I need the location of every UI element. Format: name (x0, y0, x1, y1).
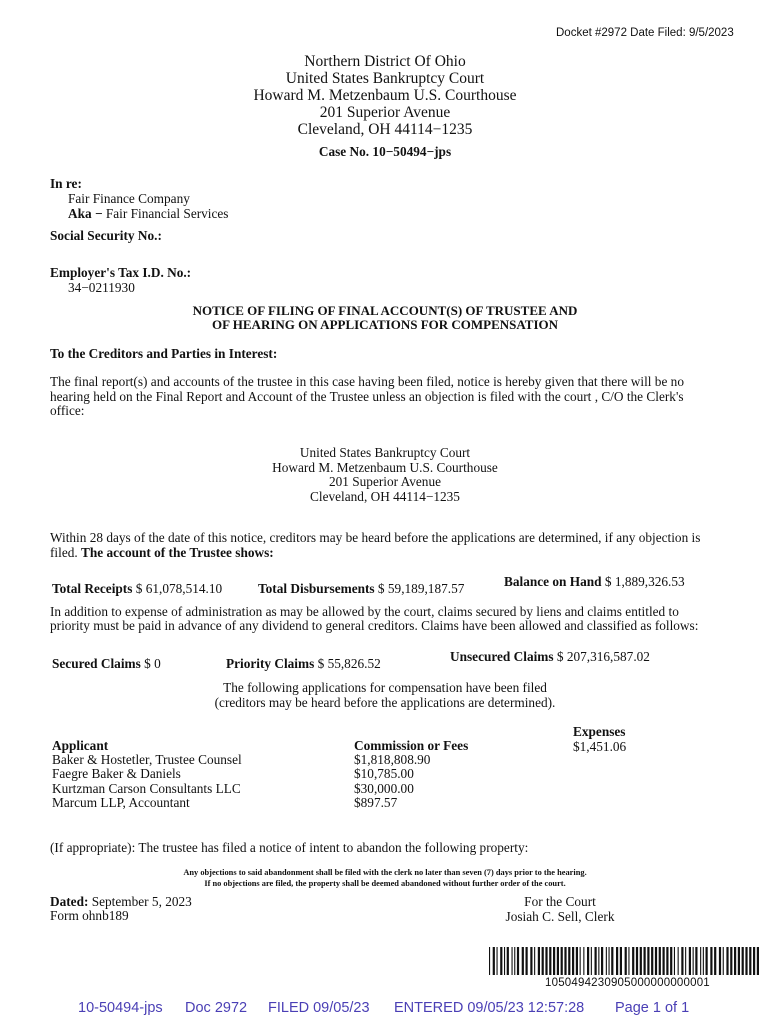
notice-title-line1: NOTICE OF FILING OF FINAL ACCOUNT(S) OF TRUSTEE AND (192, 303, 578, 318)
table-row-applicant: Kurtzman Carson Consultants LLC (52, 781, 241, 796)
barcode-bar (710, 947, 712, 975)
secured-claims (52, 657, 161, 672)
barcode-bar (663, 947, 665, 975)
hearing-paragraph (50, 531, 720, 560)
barcode-bar (636, 947, 638, 975)
barcode-bar (595, 947, 597, 975)
courthouse-name: Howard M. Metzenbaum U.S. Courthouse (253, 87, 517, 104)
barcode-bar (703, 947, 704, 975)
barcode-bar (670, 947, 672, 975)
priority-claims-label: Priority Claims (226, 656, 315, 671)
unsecured-claims-value: $ 207,316,587.02 (553, 649, 650, 664)
barcode-bar (611, 947, 613, 975)
barcode-bar (583, 947, 584, 975)
total-receipts-label: Total Receipts (52, 581, 133, 596)
barcode-bar (587, 947, 589, 975)
total-receipts (52, 582, 222, 597)
footer-entered: ENTERED 09/05/23 12:57:28 (394, 1000, 585, 1016)
barcode-bar (497, 947, 498, 975)
barcode-bar (606, 947, 607, 975)
table-row-applicant: Marcum LLP, Accountant (52, 795, 190, 810)
clerk-address (0, 446, 770, 504)
footer-case: 10-50494-jps (78, 1000, 163, 1016)
signature-block (500, 895, 620, 924)
barcode-bar (580, 947, 581, 975)
unsecured-claims (450, 650, 650, 665)
signature-line1: For the Court (524, 894, 596, 909)
docket-stamp: Docket #2972 Date Filed: 9/5/2023 (556, 27, 734, 39)
balance-value: $ 1,889,326.53 (601, 574, 685, 589)
unsecured-claims-label: Unsecured Claims (450, 649, 554, 664)
barcode-bar (757, 947, 759, 975)
barcode-bar (628, 947, 629, 975)
footer-page: Page 1 of 1 (615, 1000, 690, 1016)
barcode-bar (564, 947, 566, 975)
court-city: Cleveland, OH 44114−1235 (297, 121, 473, 138)
barcode-bar (681, 947, 683, 975)
applicant-header: Applicant (52, 738, 109, 753)
expenses-header: Expenses (573, 724, 626, 739)
table-row-applicant: Faegre Baker & Daniels (52, 766, 181, 781)
clerk-court: United States Bankruptcy Court (299, 445, 471, 460)
abandon-note-line1: Any objections to said abandonment shall be filed with the clerk no later than seven (7) days prior to the hearing. (183, 868, 587, 877)
barcode-bar (753, 947, 755, 975)
table-row-fees: $897.57 (354, 795, 398, 810)
applications-intro (0, 680, 770, 710)
barcode-bar (561, 947, 563, 975)
barcode-bar (616, 947, 618, 975)
barcode-bar (489, 947, 490, 975)
abandon-note-line2: If no objections are filed, the property shall be deemed abandoned without further order of the court. (204, 879, 566, 888)
total-disbursements-label: Total Disbursements (258, 581, 375, 596)
abandon-note (0, 867, 770, 889)
applications-intro-line2: (creditors may be heard before the applications are determined). (214, 695, 556, 710)
dated-value: September 5, 2023 (88, 894, 192, 909)
dated-label: Dated: (50, 894, 89, 909)
form-number: Form ohnb189 (50, 908, 129, 923)
notice-title-line2: OF HEARING ON APPLICATIONS FOR COMPENSATION (211, 317, 559, 332)
barcode-bar (553, 947, 555, 975)
barcode-bar (659, 947, 661, 975)
secured-claims-value: $ 0 (140, 656, 161, 671)
footer-filed: FILED 09/05/23 (268, 1000, 370, 1016)
footer-doc: Doc 2972 (185, 1000, 248, 1016)
clerk-city: Cleveland, OH 44114−1235 (310, 488, 460, 504)
barcode-bar (647, 947, 649, 975)
barcode-bar (723, 947, 724, 975)
barcode-bar (609, 947, 610, 975)
hearing-text: Within 28 days of the date of this notice, creditors may be heard before the applications are determined, if any objection is filed. (50, 530, 701, 560)
barcode-bar (572, 947, 574, 975)
barcode-bar (749, 947, 751, 975)
barcode-bar (601, 947, 603, 975)
barcode-bar (598, 947, 599, 975)
balance-on-hand (504, 575, 685, 590)
barcode-bar (500, 947, 502, 975)
notice-title (0, 304, 770, 332)
claims-paragraph: In addition to expense of administration as may be allowed by the court, claims secured by liens and claims entitled to priority must be paid in advance of any dividend to general creditors. Claims have been allowed and classified as follows: (50, 604, 699, 633)
case-number: Case No. 10−50494−jps (318, 144, 452, 159)
court-header (0, 53, 770, 138)
balance-label: Balance on Hand (504, 574, 602, 589)
table-row-applicant: Baker & Hostetler, Trustee Counsel (52, 752, 242, 767)
barcode-bar (689, 947, 691, 975)
barcode-bar (620, 947, 622, 975)
court-street: 201 Superior Avenue (319, 104, 451, 121)
salutation: To the Creditors and Parties in Interest: (50, 346, 278, 361)
aka-name: Fair Financial Services (102, 206, 229, 221)
barcode-bar (538, 947, 540, 975)
barcode-bar (493, 947, 495, 975)
barcode-bar (695, 947, 697, 975)
barcode-bar (568, 947, 570, 975)
barcode-bar (651, 947, 653, 975)
barcode-bar (557, 947, 559, 975)
barcode-bar (655, 947, 657, 975)
trustee-account-label: The account of the Trustee shows: (81, 544, 274, 560)
barcode-bar (512, 947, 513, 975)
barcode-bar (644, 947, 646, 975)
barcode-bar (542, 947, 544, 975)
barcode-bar (693, 947, 694, 975)
barcode-image (489, 947, 759, 975)
barcode-bar (534, 947, 535, 975)
secured-claims-label: Secured Claims (52, 656, 141, 671)
table-row-expenses: $1,451.06 (573, 739, 627, 754)
barcode-bar (674, 947, 675, 975)
barcode-bar (530, 947, 532, 975)
district-name: Northern District Of Ohio (304, 53, 466, 70)
barcode-bar (504, 947, 505, 975)
debtor-name: Fair Finance Company (68, 191, 190, 206)
priority-claims (226, 657, 381, 672)
barcode-bar (526, 947, 528, 975)
barcode-number: 1050494230905000000000001 (545, 977, 710, 989)
barcode-bar (666, 947, 668, 975)
barcode-bar (517, 947, 519, 975)
total-disbursements-value: $ 59,189,187.57 (374, 581, 465, 596)
barcode-bar (738, 947, 740, 975)
court-name: United States Bankruptcy Court (285, 70, 485, 87)
fees-header: Commission or Fees (354, 738, 469, 753)
table-row-fees: $30,000.00 (354, 781, 414, 796)
barcode-bar (625, 947, 627, 975)
priority-claims-value: $ 55,826.52 (314, 656, 381, 671)
tax-id-label: Employer's Tax I.D. No.: (50, 265, 192, 280)
barcode-bar (730, 947, 732, 975)
barcode-bar (719, 947, 721, 975)
barcode-bar (640, 947, 642, 975)
tax-id-value: 34−0211930 (68, 280, 135, 295)
barcode-bar (591, 947, 592, 975)
total-receipts-value: $ 61,078,514.10 (132, 581, 223, 596)
in-re-label: In re: (50, 176, 82, 191)
ssn-label: Social Security No.: (50, 228, 162, 243)
table-row-fees: $1,818,808.90 (354, 752, 431, 767)
barcode-bar (549, 947, 551, 975)
barcode-bar (726, 947, 728, 975)
barcode-bar (742, 947, 744, 975)
aka-line (68, 207, 228, 222)
applications-intro-line1: The following applications for compensation have been filed (223, 680, 547, 695)
barcode-bar (522, 947, 524, 975)
barcode-bar (545, 947, 547, 975)
table-row-fees: $10,785.00 (354, 766, 414, 781)
clerk-street: 201 Superior Avenue (328, 474, 442, 489)
barcode-bar (685, 947, 686, 975)
barcode-bar (576, 947, 578, 975)
barcode-bar (745, 947, 747, 975)
signature-line2: Josiah C. Sell, Clerk (505, 908, 615, 924)
barcode-bar (706, 947, 708, 975)
barcode-bar (632, 947, 634, 975)
barcode-bar (678, 947, 679, 975)
notice-paragraph: The final report(s) and accounts of the trustee in this case having been filed, notice is hereby given that there will be no hearing held on the Final Report and Account of the Trustee unless an objection is filed with the court , C/O the Clerk's office: (50, 374, 684, 418)
aka-label: Aka − (68, 206, 103, 221)
barcode-bar (734, 947, 736, 975)
clerk-courthouse: Howard M. Metzenbaum U.S. Courthouse (272, 459, 498, 475)
barcode-bar (714, 947, 716, 975)
barcode-bar (514, 947, 515, 975)
total-disbursements (258, 582, 464, 597)
barcode-bar (507, 947, 509, 975)
abandon-notice: (If appropriate): The trustee has filed a notice of intent to abandon the following property: (50, 840, 529, 855)
barcode-bar (700, 947, 701, 975)
